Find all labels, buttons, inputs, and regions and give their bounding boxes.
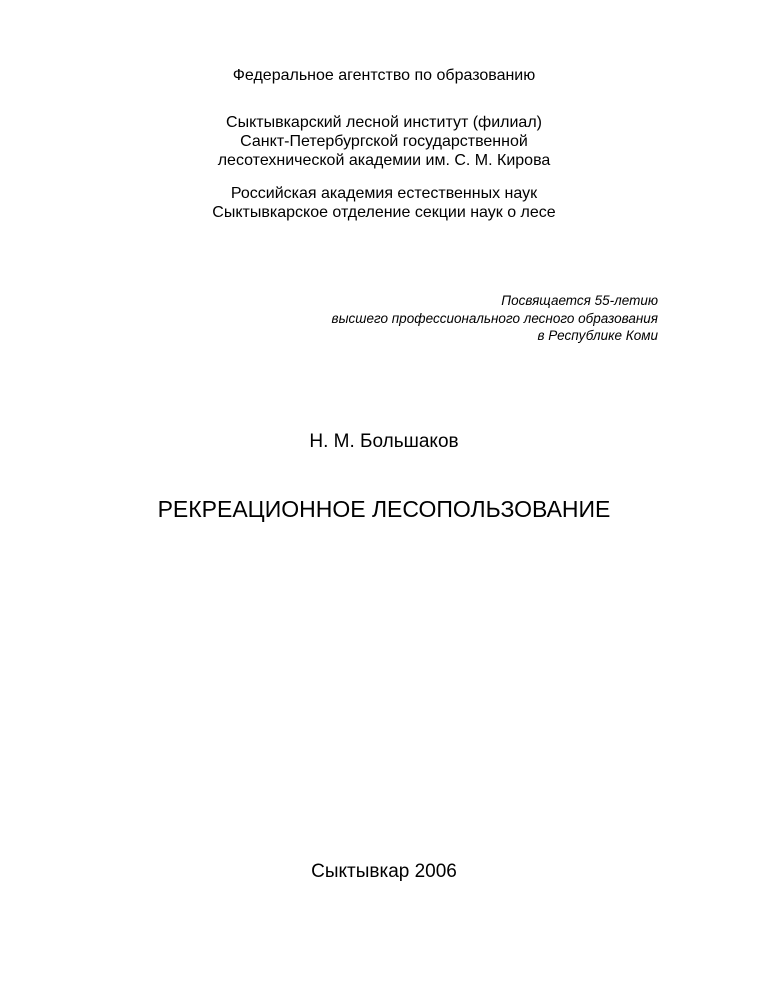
academy-line-1: Российская академия естественных наук bbox=[230, 185, 538, 202]
institute-line-1: Сыктывкарский лесной институт (филиал) bbox=[226, 114, 542, 131]
agency-name: Федеральное агентство по образованию bbox=[232, 67, 536, 84]
book-title: РЕКРЕАЦИОННОЕ ЛЕСОПОЛЬЗОВАНИЕ bbox=[157, 496, 611, 522]
imprint-city-year: Сыктывкар 2006 bbox=[311, 861, 457, 882]
dedication-line-2: высшего профессионального лесного образования bbox=[331, 311, 658, 326]
academy-line-2: Сыктывкарское отделение секции наук о лесе bbox=[212, 204, 556, 221]
institute-line-2: Санкт-Петербургской государственной bbox=[240, 133, 528, 150]
author-name: Н. М. Большаков bbox=[309, 431, 459, 452]
dedication-line-1: Посвящается 55-летию bbox=[501, 293, 658, 308]
dedication-line-3: в Республике Коми bbox=[537, 328, 658, 343]
institute-line-3: лесотехнической академии им. С. М. Кирова bbox=[217, 152, 551, 169]
